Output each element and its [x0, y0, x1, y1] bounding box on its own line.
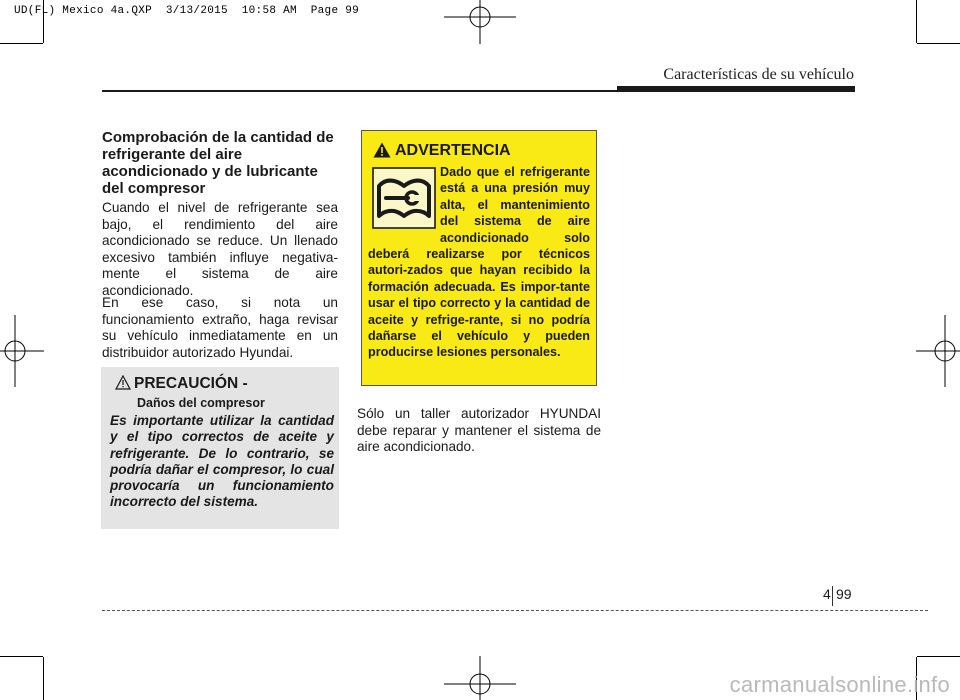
page-header-title: Características de su vehículo — [663, 66, 854, 83]
crop-mark — [0, 43, 43, 44]
caution-title: PRECAUCIÓN - — [134, 375, 248, 392]
header-rule-accent — [617, 86, 855, 92]
paragraph-dealer-check: En ese caso, si nota un funcionamiento extraño, haga revisar su vehículo inmediatamente en un distribuidor autorizado Hyundai. — [102, 295, 338, 360]
crop-mark — [917, 656, 960, 657]
caution-subtitle: Daños del compresor — [137, 396, 265, 410]
page-number: 99 — [836, 586, 852, 602]
paragraph-authorized-workshop: Sólo un taller autorizador HYUNDAI debe reparar y mantener el sistema de aire acondicionado. — [357, 406, 601, 454]
registration-mark-icon — [0, 313, 46, 389]
crop-mark — [0, 656, 43, 657]
print-slug: UD(FL) Mexico 4a.QXP 3/13/2015 10:58 AM Page 99 — [14, 5, 360, 17]
warning-text: Dado que el refrigerante está a una presión muy alta, el mantenimiento del sistema de aire acondicionado solo deberá realizarse por técnicos autori-zados que hayan recibido la formación adecuada. Es impor-tante usar el tipo correcto y la cantidad de aceite y refrige-rante, si no podría dañarse el vehículo y pueden producirse lesiones personales. — [368, 165, 590, 360]
watermark: carmanualsonline.info — [729, 672, 950, 697]
icon-spacer — [368, 164, 440, 232]
crop-mark — [43, 657, 44, 700]
alert-triangle-icon — [373, 142, 391, 158]
caution-body: Es importante utilizar la cantidad y el tipo correctos de aceite y refrigerante. De lo contrario, se podría dañar el compresor, lo cual provocaría un funcionamiento incorrecto del sistema. — [110, 413, 334, 510]
caution-box — [101, 367, 339, 529]
header-rule — [102, 90, 618, 92]
alert-triangle-icon — [115, 375, 131, 390]
registration-mark-icon — [914, 313, 960, 389]
registration-mark-icon — [442, 654, 518, 700]
crop-mark — [917, 43, 960, 44]
crop-mark — [916, 0, 917, 43]
footer-divider — [832, 586, 833, 606]
warning-title: ADVERTENCIA — [395, 142, 511, 159]
warning-body — [368, 164, 590, 361]
registration-mark-icon — [442, 0, 518, 46]
section-heading: Comprobación de la cantidad de refrigerante del aire acondicionado y de lubricante del compresor — [102, 129, 334, 197]
paragraph-refrigerant-level: Cuando el nivel de refrigerante sea bajo, el rendimiento del aire acondicionado se reduce. Un llenado excesivo también influye negativa-mente el sistema de aire acondicionado. — [102, 200, 338, 298]
warning-box — [361, 130, 597, 386]
chapter-number: 4 — [823, 586, 831, 602]
footer-rule — [102, 610, 928, 611]
